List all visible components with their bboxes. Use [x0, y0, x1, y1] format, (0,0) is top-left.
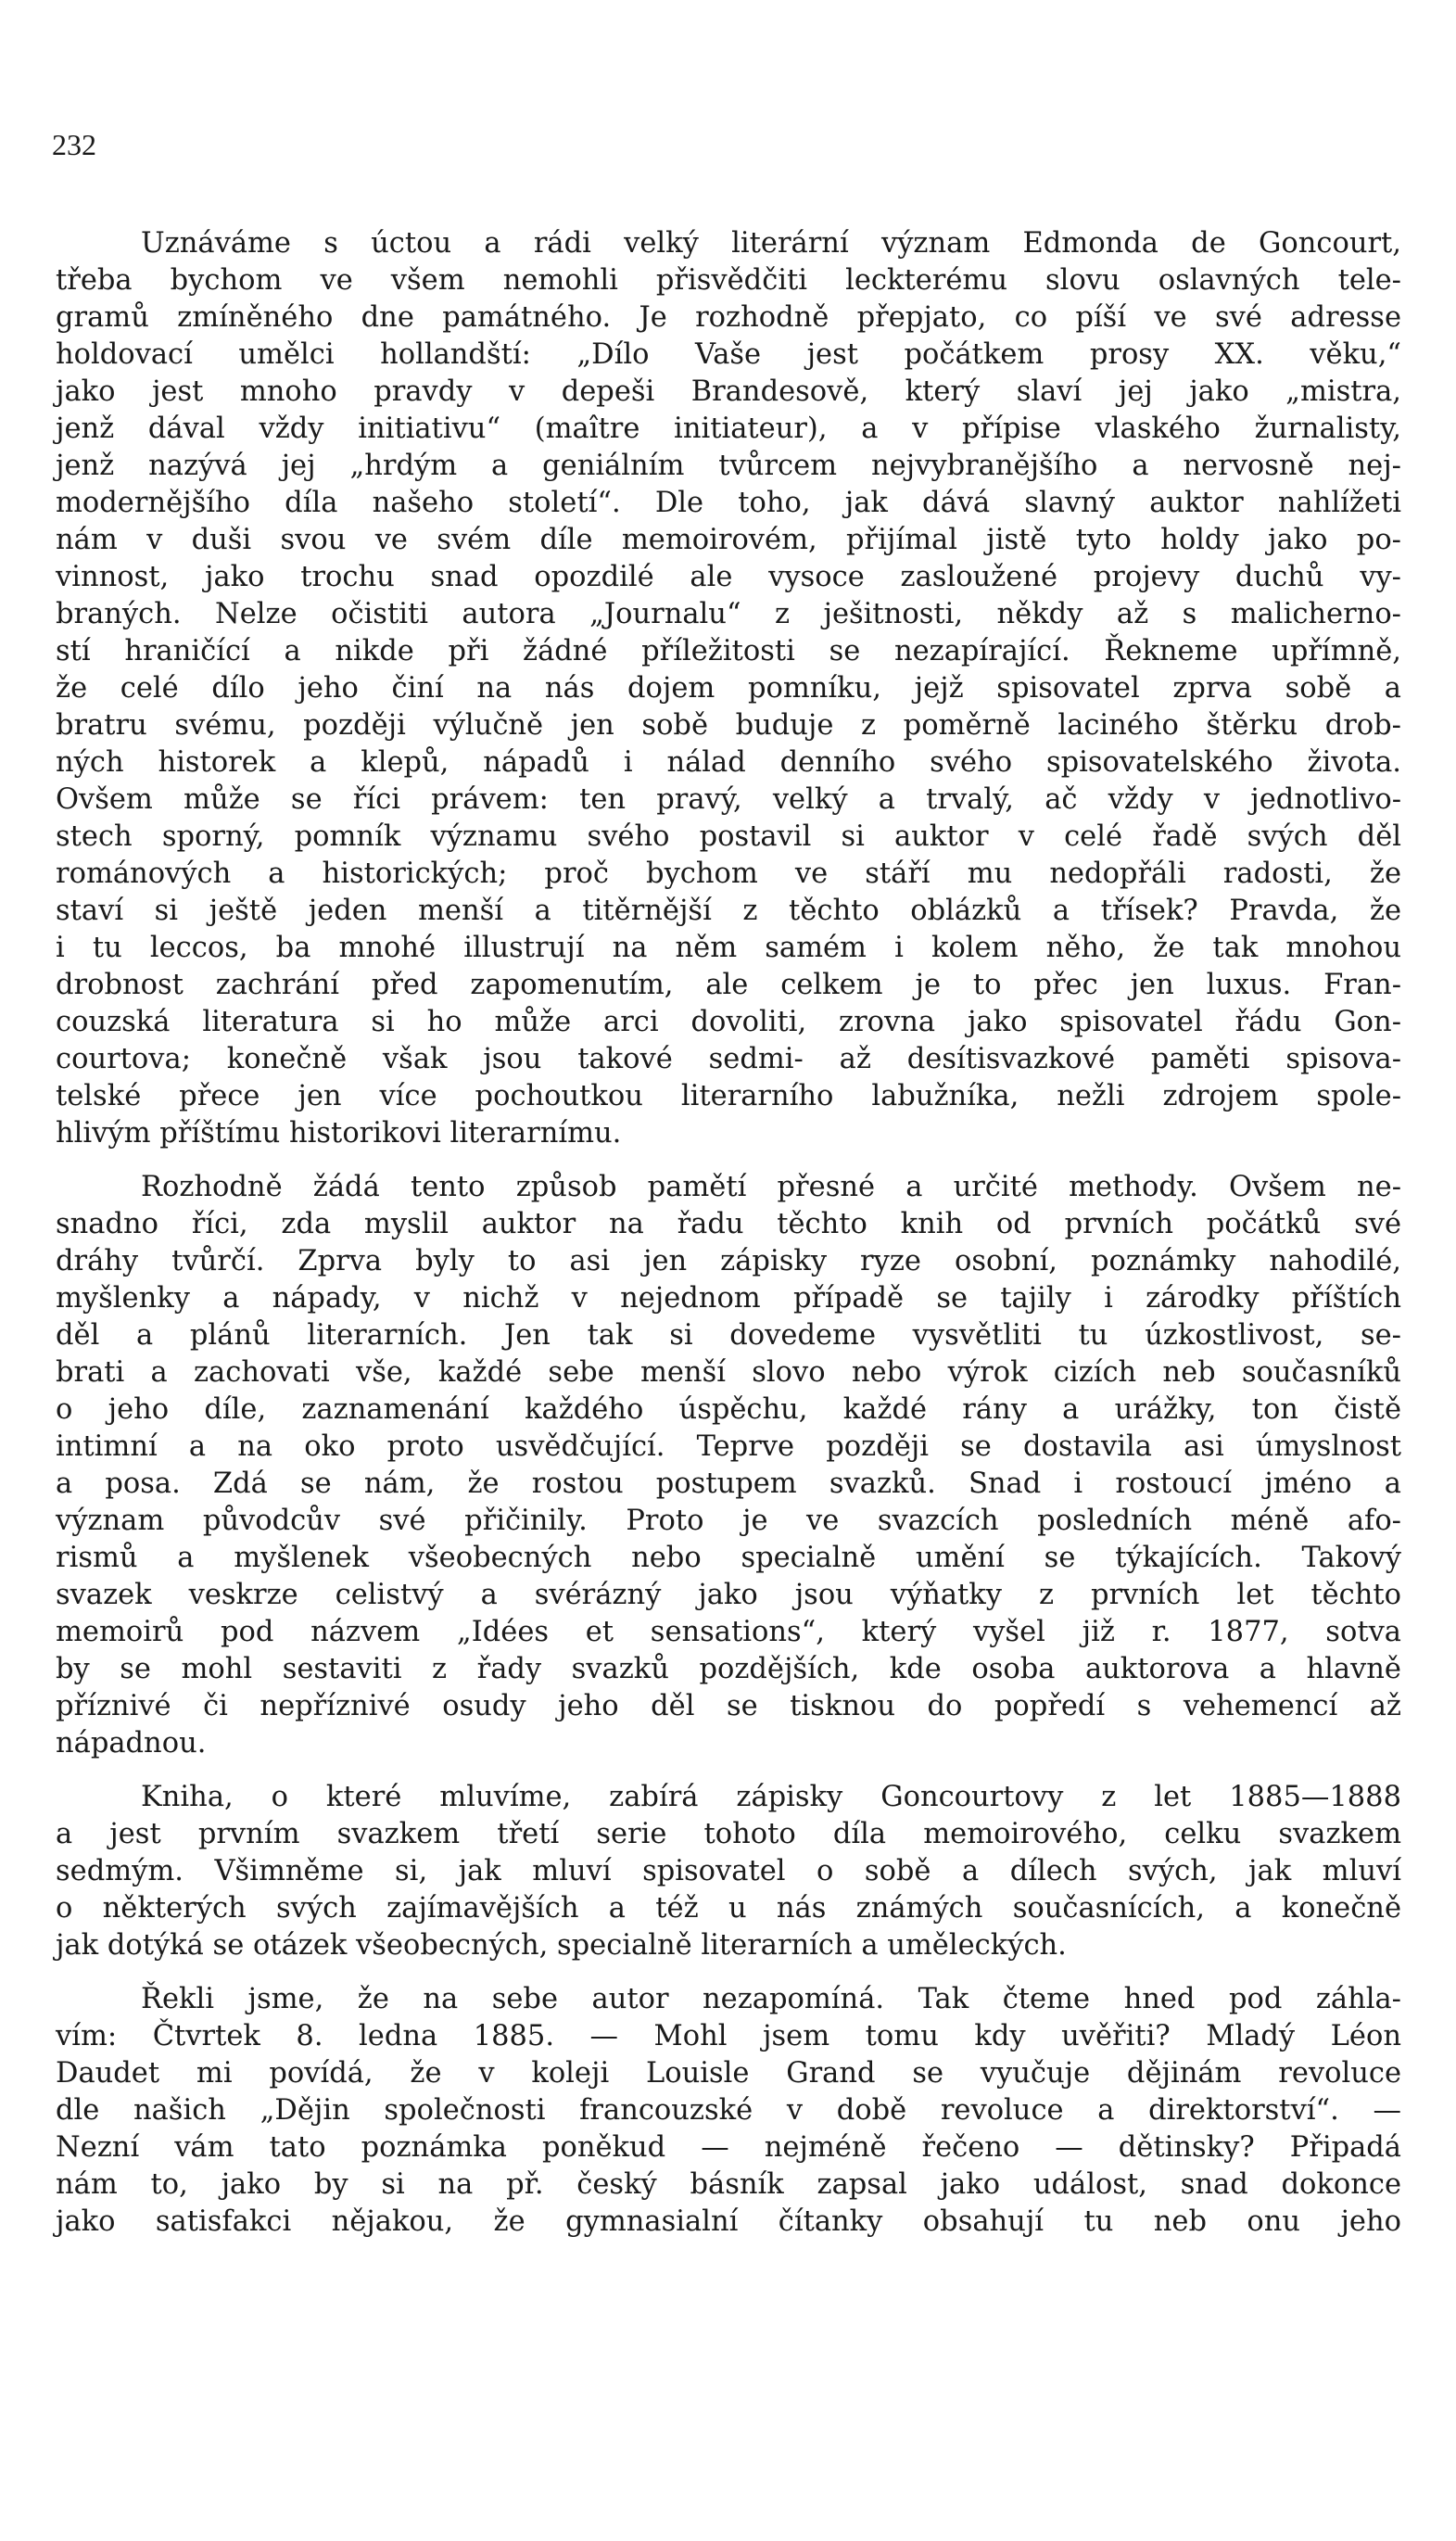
text-line: děl a plánů literarních. Jen tak si dovedeme vysvětliti tu úzkostlivost, se- — [56, 1319, 1401, 1352]
text-line: modernějšího díla našeho století“. Dle toho, jak dává slavný auktor nahlížeti — [56, 487, 1401, 519]
text-line: couzská literatura si ho může arci dovoliti, zrovna jako spisovatel řádu Gon- — [56, 1006, 1401, 1038]
text-line: courtova; konečně však jsou takové sedmi- až desítisvazkové paměti spisova- — [56, 1043, 1401, 1075]
text-line: telské přece jen více pochoutkou literarního labužníka, nežli zdrojem spole- — [56, 1080, 1401, 1112]
text-line: ných historek a klepů, nápadů i nálad denního svého spisovatelského života. — [56, 746, 1401, 779]
text-line: jako satisfakci nějakou, že gymnasialní čítanky obsahují tu neb onu jeho — [56, 2205, 1401, 2238]
text-line: Uznáváme s úctou a rádi velký literární význam Edmonda de Goncourt, — [141, 227, 1401, 260]
page-number: 232 — [52, 128, 96, 161]
text-line: snadno říci, zda myslil auktor na řadu těchto knih od prvních počátků své — [56, 1208, 1401, 1240]
text-line: nám v duši svou ve svém díle memoirovém, přijímal jistě tyto holdy jako po- — [56, 524, 1401, 556]
text-line: Daudet mi povídá, že v koleji Louisle Grand se vyučuje dějinám revoluce — [56, 2057, 1401, 2090]
text-line: Nezní vám tato poznámka poněkud — nejméně řečeno — dětinsky? Připadá — [56, 2131, 1401, 2164]
text-line: jenž nazývá jej „hrdým a geniálním tvůrcem nejvybranějšího a nervosně nej- — [56, 450, 1401, 482]
text-line: o jeho díle, zaznamenání každého úspěchu, každé rány a urážky, ton čistě — [56, 1393, 1401, 1426]
paragraph — [56, 1169, 1401, 1762]
text-line: nám to, jako by si na př. český básník zapsal jako událost, snad dokonce — [56, 2168, 1401, 2201]
text-line: Řekli jsme, že na sebe autor nezapomíná. Tak čteme hned pod záhla- — [141, 1983, 1401, 2015]
text-line: hlivým příštímu historikovi literarnímu. — [56, 1117, 622, 1150]
text-line: by se mohl sestaviti z řady svazků pozdějších, kde osoba auktorova a hlavně — [56, 1653, 1401, 1685]
text-line: braných. Nelze očistiti autora „Journalu“ z ješitnosti, někdy až s malicherno- — [56, 598, 1401, 630]
text-line: Ovšem může se říci právem: ten pravý, velký a trvalý, ač vždy v jednotlivo- — [56, 783, 1401, 816]
text-line: brati a zachovati vše, každé sebe menší slovo nebo výrok cizích neb současníků — [56, 1356, 1401, 1389]
paragraph — [56, 1779, 1401, 1964]
paragraph — [56, 1981, 1401, 2241]
text-line: románových a historických; proč bychom ve stáří mu nedopřáli radosti, že — [56, 858, 1401, 890]
text-line: stí hraničící a nikde při žádné příležitosti se nezapírající. Řekneme upřímně, — [56, 635, 1401, 667]
text-line: příznivé či nepříznivé osudy jeho děl se tisknou do popředí s vehemencí až — [56, 1690, 1401, 1722]
text-line: stech sporný, pomník významu svého postavil si auktor v celé řadě svých děl — [56, 820, 1401, 853]
text-line: intimní a na oko proto usvědčující. Teprve později se dostavila asi úmyslnost — [56, 1430, 1401, 1463]
text-line: o některých svých zajímavějších a též u nás známých současnících, a konečně — [56, 1892, 1401, 1925]
text-line: jenž dával vždy initiativu“ (maître initiateur), a v přípise vlaského žurnalisty, — [56, 413, 1401, 445]
text-line: sedmým. Všimněme si, jak mluví spisovatel o sobě a dílech svých, jak mluví — [56, 1855, 1401, 1887]
text-line: drobnost zachrání před zapomenutím, ale celkem je to přec jen luxus. Fran- — [56, 969, 1401, 1001]
text-line: třeba bychom ve všem nemohli přisvědčiti leckterému slovu oslavných tele- — [56, 264, 1401, 297]
text-line: jako jest mnoho pravdy v depeši Brandesově, který slaví jej jako „mistra, — [56, 375, 1401, 408]
text-line: vím: Čtvrtek 8. ledna 1885. — Mohl jsem tomu kdy uvěřiti? Mladý Léon — [56, 2020, 1401, 2052]
paragraph — [56, 225, 1401, 1152]
text-line: bratru svému, později výlučně jen sobě buduje z poměrně laciného štěrku drob- — [56, 709, 1401, 742]
text-line: že celé dílo jeho činí na nás dojem pomníku, jejž spisovatel zprva sobě a — [56, 672, 1401, 705]
text-line: svazek veskrze celistvý a svérázný jako jsou výňatky z prvních let těchto — [56, 1579, 1401, 1611]
text-line: význam původcův své přičinily. Proto je ve svazcích posledních méně afo- — [56, 1505, 1401, 1537]
text-line: staví si ještě jeden menší a titěrnější z těchto oblázků a třísek? Pravda, že — [56, 895, 1401, 927]
text-line: i tu leccos, ba mnohé illustrují na něm samém i kolem něho, že tak mnohou — [56, 932, 1401, 964]
text-line: a posa. Zdá se nám, že rostou postupem svazků. Snad i rostoucí jméno a — [56, 1467, 1401, 1500]
text-line: dráhy tvůrčí. Zprva byly to asi jen zápisky ryze osobní, poznámky nahodilé, — [56, 1245, 1401, 1277]
body-text — [56, 225, 1401, 2241]
text-line: vinnost, jako trochu snad opozdilé ale vysoce zasloužené projevy duchů vy- — [56, 561, 1401, 593]
text-line: gramů zmíněného dne památného. Je rozhodně přepjato, co píší ve své adresse — [56, 301, 1401, 334]
text-line: nápadnou. — [56, 1727, 207, 1760]
text-line: dle našich „Dějin společnosti francouzské v době revoluce a direktorství“. — — [56, 2094, 1401, 2127]
text-line: jak dotýká se otázek všeobecných, specialně literarních a uměleckých. — [56, 1929, 1067, 1962]
text-line: a jest prvním svazkem třetí serie tohoto díla memoirového, celku svazkem — [56, 1818, 1401, 1850]
text-line: memoirů pod názvem „Idées et sensations“, který vyšel již r. 1877, sotva — [56, 1616, 1401, 1648]
text-line: rismů a myšlenek všeobecných nebo specialně umění se týkajících. Takový — [56, 1542, 1401, 1574]
text-line: holdovací umělci hollandští: „Dílo Vaše jest počátkem prosy XX. věku,“ — [56, 338, 1401, 371]
text-line: Rozhodně žádá tento způsob pamětí přesné a určité methody. Ovšem ne- — [141, 1171, 1401, 1203]
text-line: Kniha, o které mluvíme, zabírá zápisky Goncourtovy z let 1885—1888 — [141, 1781, 1401, 1813]
text-line: myšlenky a nápady, v nichž v nejednom případě se tajily i zárodky příštích — [56, 1282, 1401, 1315]
